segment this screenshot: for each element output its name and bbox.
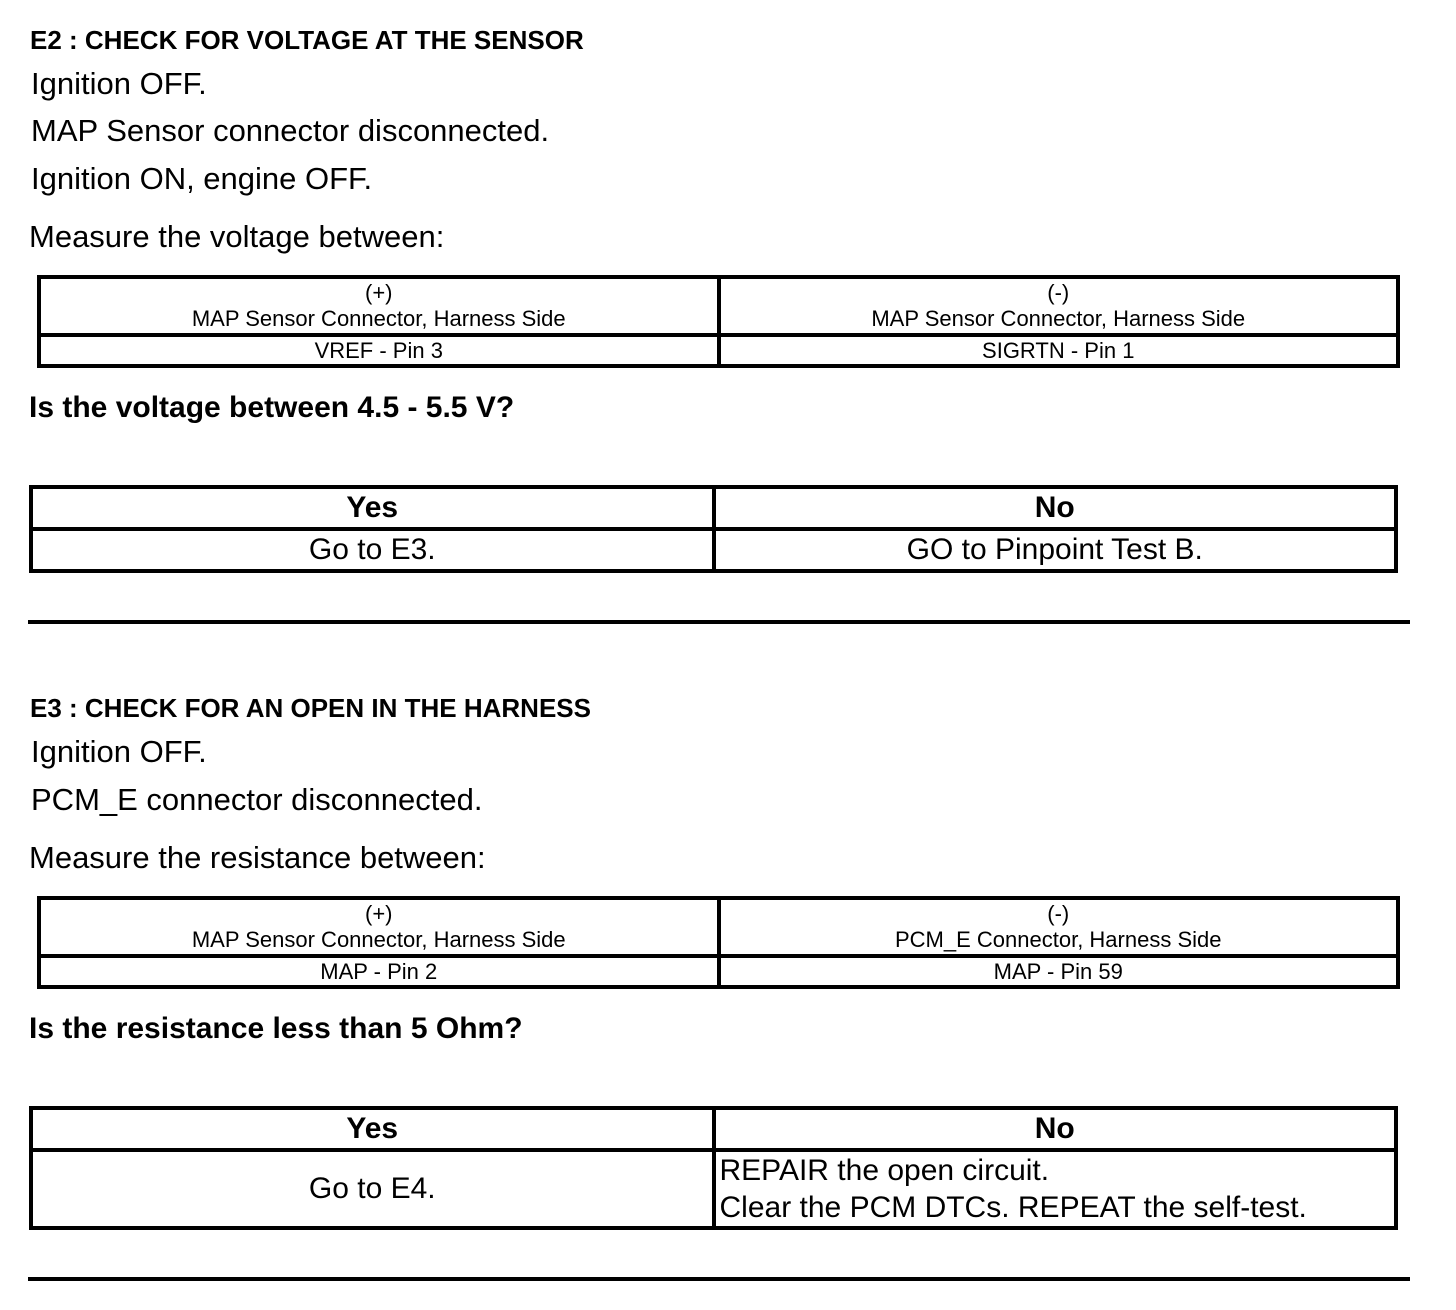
e2-step-2: MAP Sensor connector disconnected.	[31, 113, 550, 148]
e3-heading: E3 : CHECK FOR AN OPEN IN THE HARNESS	[30, 693, 591, 723]
e2-negative-header-cell	[719, 277, 1399, 335]
e2-answer-table	[29, 485, 1398, 573]
e2-yes-header: Yes	[31, 487, 714, 529]
e2-step-1: Ignition OFF.	[31, 66, 207, 101]
e3-yes-action: Go to E4.	[31, 1150, 714, 1228]
e2-no-header: No	[714, 487, 1397, 529]
bottom-divider	[28, 1277, 1410, 1281]
e2-negative-connector: MAP Sensor Connector, Harness Side	[871, 306, 1246, 331]
e3-positive-pin: MAP - Pin 2	[39, 956, 719, 987]
e3-negative-pin: MAP - Pin 59	[719, 956, 1399, 987]
e3-answer-table	[29, 1106, 1398, 1230]
e3-positive-header-cell	[39, 898, 719, 956]
e2-measure-text: Measure the voltage between:	[29, 219, 445, 254]
e2-positive-pin: VREF - Pin 3	[39, 335, 719, 366]
section-divider	[28, 620, 1410, 624]
e2-positive-connector: MAP Sensor Connector, Harness Side	[191, 306, 566, 331]
e3-no-action-line-2: Clear the PCM DTCs. REPEAT the self-test.	[719, 1191, 1307, 1224]
e3-step-2: PCM_E connector disconnected.	[31, 782, 483, 817]
e3-negative-sign: (-)	[1047, 901, 1070, 926]
e3-no-action-cell	[714, 1150, 1397, 1228]
e3-negative-connector: PCM_E Connector, Harness Side	[895, 927, 1222, 952]
e3-positive-sign: (+)	[365, 901, 393, 926]
e3-measure-table	[37, 896, 1400, 989]
e2-yes-action: Go to E3.	[31, 529, 714, 571]
e3-yes-header: Yes	[31, 1108, 714, 1150]
e3-question: Is the resistance less than 5 Ohm?	[29, 1012, 523, 1045]
e2-step-3: Ignition ON, engine OFF.	[31, 161, 373, 196]
e3-step-1: Ignition OFF.	[31, 734, 207, 769]
e3-negative-header-cell	[719, 898, 1399, 956]
e2-no-action: GO to Pinpoint Test B.	[714, 529, 1397, 571]
e3-positive-connector: MAP Sensor Connector, Harness Side	[191, 927, 566, 952]
e2-negative-pin: SIGRTN - Pin 1	[719, 335, 1399, 366]
e3-no-action-line-1: REPAIR the open circuit.	[719, 1154, 1050, 1187]
e2-question: Is the voltage between 4.5 - 5.5 V?	[29, 391, 515, 424]
e2-negative-sign: (-)	[1047, 280, 1070, 305]
e2-positive-header-cell	[39, 277, 719, 335]
e2-measure-table	[37, 275, 1400, 368]
e3-measure-text: Measure the resistance between:	[29, 840, 486, 875]
e2-positive-sign: (+)	[365, 280, 393, 305]
e3-no-header: No	[714, 1108, 1397, 1150]
e2-heading: E2 : CHECK FOR VOLTAGE AT THE SENSOR	[30, 25, 584, 55]
